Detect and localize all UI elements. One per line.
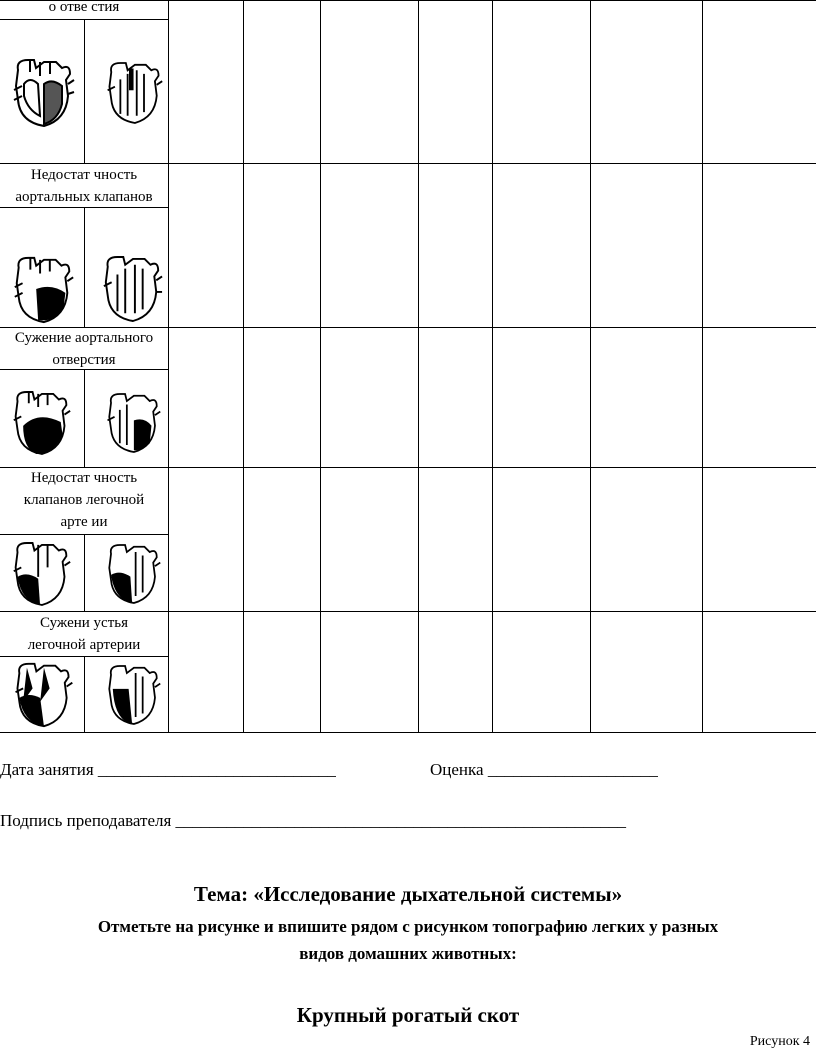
heart-diagram-left — [10, 386, 72, 460]
image-split — [84, 207, 85, 327]
caption-line: арте ии — [60, 514, 108, 530]
row-caption — [0, 327, 168, 371]
image-split — [84, 19, 85, 163]
caption-line: клапанов легочной — [23, 492, 145, 508]
row-caption — [0, 0, 168, 18]
row-caption — [0, 612, 168, 656]
column-line — [168, 0, 169, 733]
column-line — [590, 0, 591, 733]
column-line — [492, 0, 493, 733]
heart-diagram-left — [10, 660, 76, 730]
table-border-bottom — [0, 732, 816, 733]
column-line — [243, 0, 244, 733]
heart-diagram-right — [100, 252, 164, 326]
figure-label: Рисунок 4 — [749, 1034, 810, 1049]
caption-line: Сужение аортального — [14, 330, 154, 346]
teacher-signature-field[interactable]: Подпись преподавателя _____________________________________________________ — [0, 811, 627, 830]
heart-diagram-right — [104, 56, 164, 130]
image-split — [84, 534, 85, 611]
image-split — [84, 369, 85, 467]
lesson-date-field[interactable]: Дата занятия ____________________________ — [0, 760, 336, 779]
caption-line: Сужени устья — [39, 615, 128, 631]
instruction-line: видов домашних животных: — [299, 944, 517, 963]
heart-diagram-left — [10, 254, 76, 326]
topic-title: Тема: «Исследование дыхательной системы» — [193, 882, 623, 906]
image-split — [84, 656, 85, 732]
caption-line: Недостат чность — [30, 167, 138, 183]
column-line — [320, 0, 321, 733]
heart-diagram-right — [104, 538, 162, 610]
caption-line: отверстия — [52, 352, 116, 368]
row-caption — [0, 467, 168, 533]
caption-line: Недостат чность — [30, 470, 138, 486]
caption-line: легочной артерии — [27, 637, 141, 653]
heart-diagram-left — [10, 538, 72, 610]
heart-diagram-left — [10, 56, 76, 130]
caption-line: аортальных клапанов — [15, 189, 153, 205]
grade-field[interactable]: Оценка ____________________ — [430, 760, 658, 779]
heart-diagram-right — [104, 660, 162, 730]
instruction-line: Отметьте на рисунке и впишите рядом с рисунком топографию легких у разных — [97, 917, 719, 936]
section-subtitle: Крупный рогатый скот — [296, 1003, 520, 1027]
column-line — [702, 0, 703, 733]
heart-diagram-right — [104, 386, 162, 460]
row-caption — [0, 164, 168, 208]
column-line — [418, 0, 419, 733]
caption-line: о отве стия — [48, 0, 120, 15]
